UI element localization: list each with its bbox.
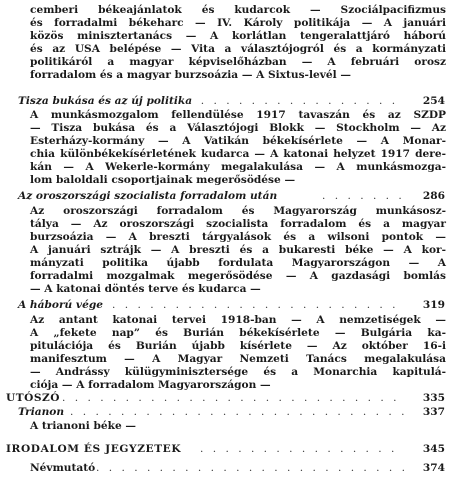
toc-line: A januári sztrájk — A breszti és a bukaresti béke — A kor- — [30, 244, 446, 256]
toc-line: közös minisztertanács — A korlátlan tengeralattjáró háború — [30, 30, 446, 42]
toc-entry-title: Trianon — [18, 406, 65, 418]
toc-entry-title: Névmutató — [30, 462, 96, 474]
toc-entry-title: IRODALOM ÉS JEGYZETEK — [6, 443, 182, 455]
toc-line: — Andrássy külügyminisztersége és a Monarchia kapitulá- — [30, 366, 446, 378]
toc-line: — A katonai döntés terve és kudarca — — [30, 283, 261, 295]
toc-line: A munkásmozgalom fellendülése 1917 tavaszán és az SZDP — [30, 109, 446, 121]
toc-line: és az USA belépése — Vita a választójogról és a kormányzati — [30, 43, 446, 55]
toc-line: forradalom és a magyar burzsoázia — A Sixtus-levél — — [30, 69, 351, 81]
leader-dots: . . . . . . . . . . . . . . . . . . . . . . . . . . . — [62, 392, 400, 404]
page-number: 335 — [422, 392, 445, 404]
toc-line: Esterházy-kormány — A Vatikán békekísérlete — A Monar- — [30, 135, 446, 147]
section-title: A háború vége — [18, 299, 106, 311]
leader-dots: . . . . . . . — [322, 190, 405, 202]
toc-line: cemberi békeajánlatok és kudarcok — Szociálpacifizmus — [30, 4, 446, 16]
toc-line: és forradalmi békeharc — IV. Károly politikája — A januári — [30, 17, 446, 29]
section-title: Az oroszországi szocialista forradalom után — [18, 190, 280, 202]
leader-dots: . . . . . . . . . . . . . . . . . . . . . . . . . — [96, 462, 409, 474]
section-title: Tisza bukása és az új politika — [18, 95, 195, 107]
toc-line: manifesztum — A Magyar Nemzeti Tanács megalakulása — [30, 353, 446, 365]
toc-line: mányzati politika újabb fordulata Magyarországon — A — [30, 257, 446, 269]
page-number: 337 — [422, 406, 445, 418]
toc-line: politikáról a magyar képviselőházban — A februári orosz — [30, 56, 446, 68]
page-number: 319 — [422, 299, 445, 311]
toc-line: Az oroszországi forradalom és Magyarország munkásosz- — [30, 205, 446, 217]
leader-dots: . . . . . . . . . . . . . . . . — [200, 443, 398, 455]
toc-line: chia különbékekísérletének kudarca — A katonai helyzet 1917 dere- — [30, 148, 446, 160]
page-number: 345 — [422, 443, 445, 455]
page-number: 254 — [422, 95, 445, 107]
leader-dots: . . . . . . . . . . . . . . . . . . . . . . . — [112, 299, 399, 311]
toc-line: kán — A Wekerle-kormány megalakulása — A munkásmozga- — [30, 161, 446, 173]
page-number: 374 — [422, 462, 445, 474]
toc-line: tálya — Az oroszországi szocialista forradalom és a magyar — [30, 218, 446, 230]
toc-line: pitulációja és Burián újabb kísérlete — Az október 16-i — [30, 340, 446, 352]
toc-line: forradalmi mozgalmak megerősödése — A gazdasági bomlás — [30, 270, 446, 282]
toc-line: A „fekete nap” és Burián békekísérlete — Bulgária ka- — [30, 327, 446, 339]
leader-dots: . . . . . . . . . . . . . . . . . — [188, 95, 399, 107]
toc-line: A trianoni béke — — [30, 420, 136, 432]
toc-line: lom baloldali csoportjainak megerősödése — — [30, 174, 296, 186]
toc-line: ciója — A forradalom Magyarországon — — [30, 379, 271, 391]
leader-dots: . . . . . . . . . . . . . . . . . . . . . . . . . . . — [70, 406, 408, 418]
page-number: 286 — [422, 190, 445, 202]
toc-entry-title: UTÓSZÓ — [6, 392, 60, 404]
toc-line: Az antant katonai tervei 1918-ban — A nemzetiségek — — [30, 314, 446, 326]
toc-line: burzsoázia — A breszti tárgyalások és a wilsoni pontok — — [30, 231, 446, 243]
toc-line: — Tisza bukása és a Választójogi Blokk — Stockholm — Az — [30, 122, 446, 134]
